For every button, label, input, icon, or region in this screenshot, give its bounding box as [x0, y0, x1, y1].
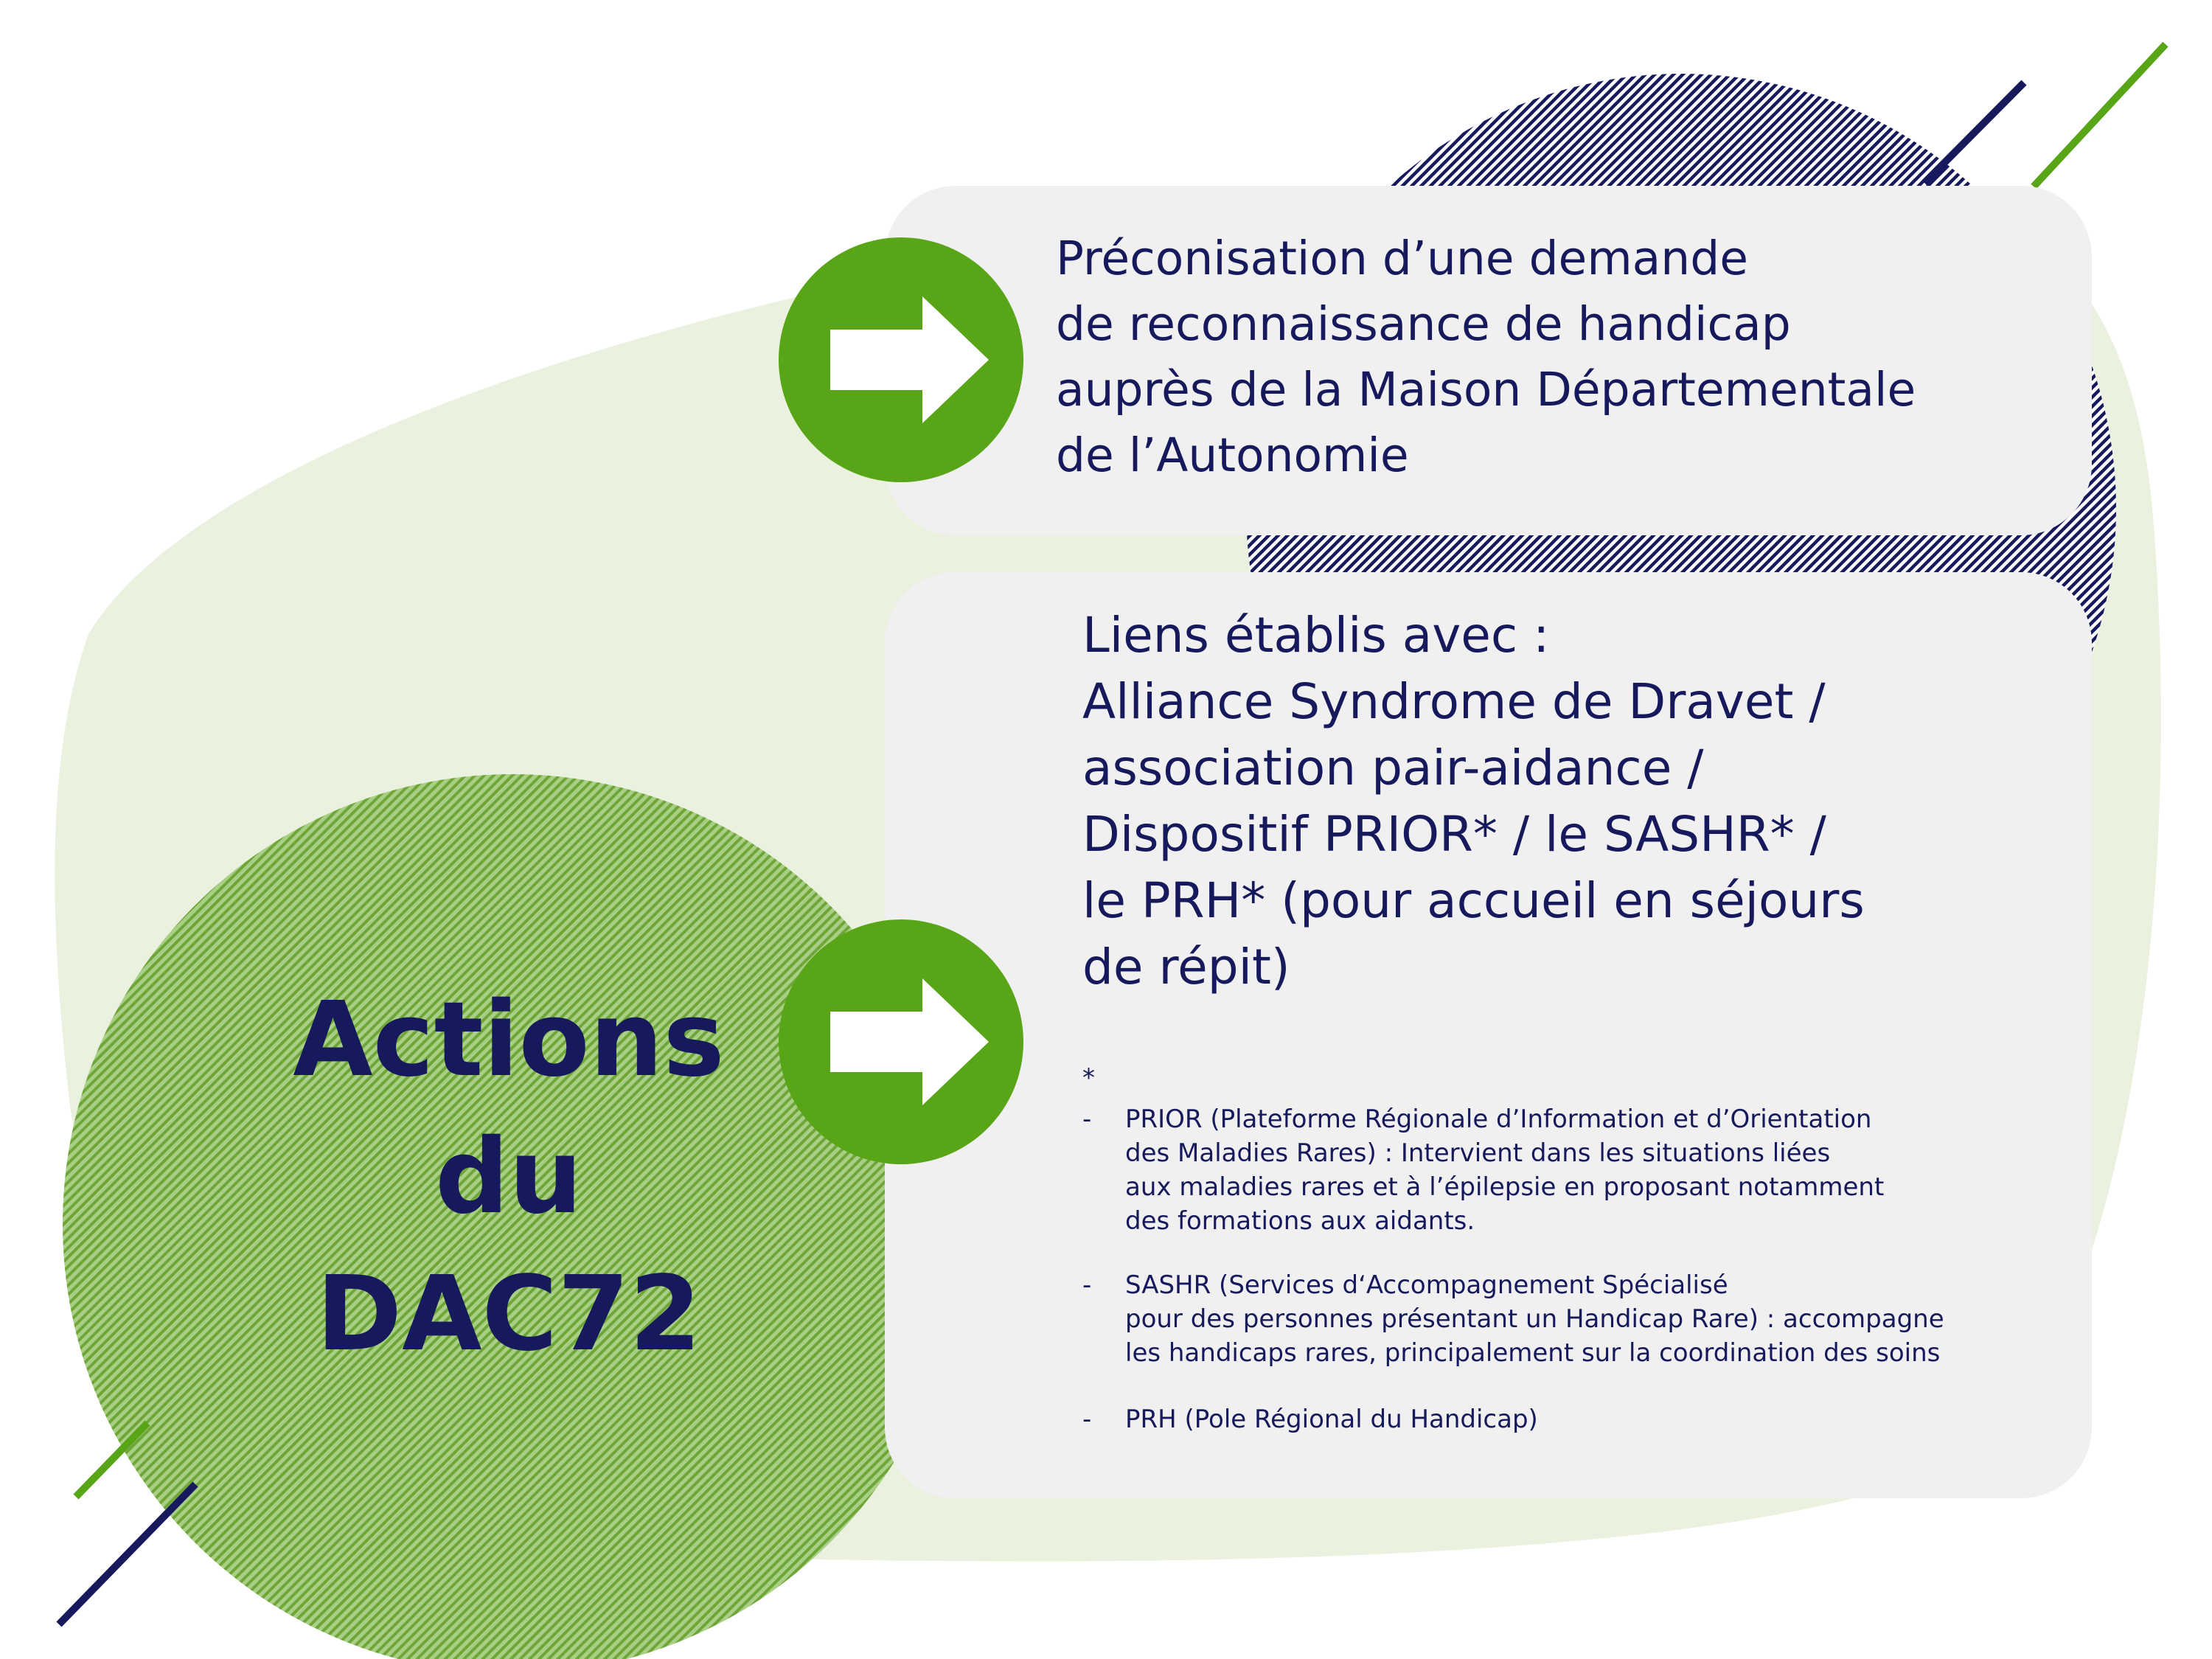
text-line: Dispositif PRIOR* / le SASHR* / [1082, 806, 1826, 863]
note-line: des formations aux aidants. [1125, 1206, 1475, 1236]
green-diagonal-line-top [2034, 44, 2166, 187]
links-text [1082, 602, 1865, 1001]
bullet-dash: - [1082, 1270, 1092, 1300]
note-line: les handicaps rares, principalement sur la coordination des soins [1125, 1338, 1941, 1368]
text-line: auprès de la Maison Départementale [1056, 363, 1916, 417]
title-line: DAC72 [316, 1254, 702, 1374]
text-line: Liens établis avec : [1082, 607, 1550, 664]
note-line: SASHR (Services d‘Accompagnement Spécialisé [1125, 1270, 1728, 1300]
navy-diagonal-line-bottom [59, 1484, 195, 1624]
text-line: association pair-aidance / [1082, 740, 1704, 796]
title-line: Actions [293, 980, 725, 1100]
text-line: le PRH* (pour accueil en séjours [1082, 872, 1865, 929]
bullet-dash: - [1082, 1105, 1092, 1134]
note-line: PRH (Pole Régional du Handicap) [1125, 1405, 1538, 1434]
note-line: des Maladies Rares) : Intervient dans les situations liées [1125, 1138, 1831, 1168]
bullet-dash: - [1082, 1405, 1092, 1434]
text-line: de répit) [1082, 939, 1290, 995]
text-line: Préconisation d’une demande [1056, 232, 1748, 285]
text-line: Alliance Syndrome de Dravet / [1082, 673, 1826, 730]
title-line: du [435, 1117, 582, 1237]
right-arrow-icon [779, 919, 1023, 1164]
note-line: PRIOR (Plateforme Régionale d’Information et d’Orientation [1125, 1105, 1872, 1134]
diagram-title [251, 972, 767, 1383]
recognition-text [1056, 226, 1916, 488]
note-line: aux maladies rares et à l’épilepsie en proposant notamment [1125, 1172, 1885, 1202]
footnote-marker: * [1082, 1063, 1095, 1093]
right-arrow-icon [779, 237, 1023, 482]
text-line: de l’Autonomie [1056, 428, 1409, 482]
note-line: pour des personnes présentant un Handicap Rare) : accompagne [1125, 1304, 1944, 1334]
text-line: de reconnaissance de handicap [1056, 297, 1791, 351]
navy-diagonal-line-top [1924, 83, 2024, 183]
